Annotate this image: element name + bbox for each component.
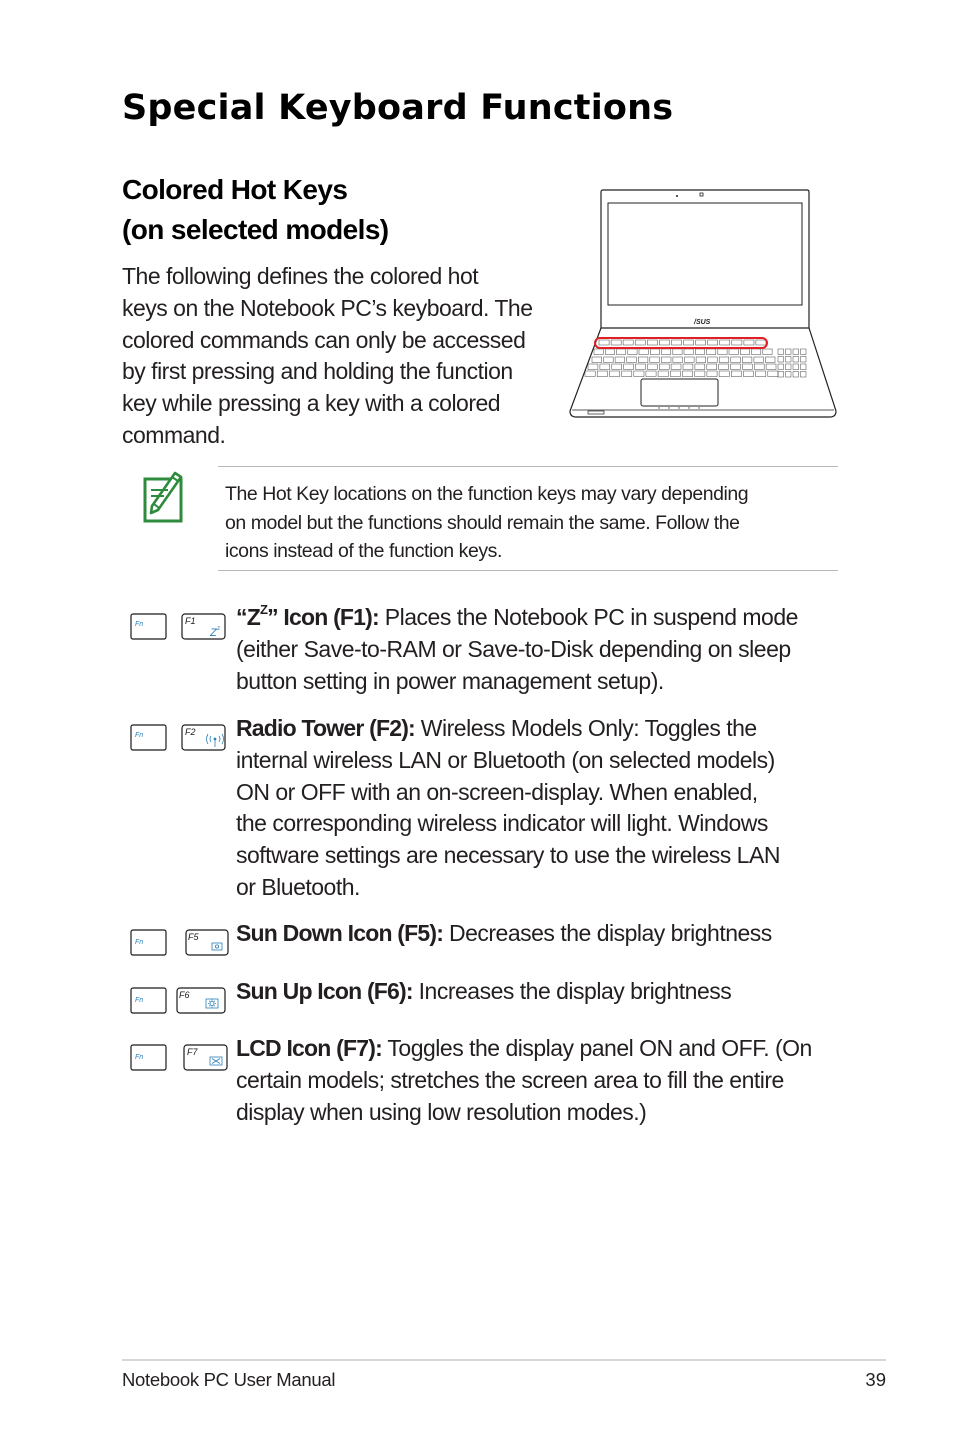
keyboard-key — [615, 357, 625, 363]
keyboard-key — [670, 371, 680, 377]
keyboard-key — [624, 364, 634, 370]
intro-line: command. — [122, 421, 226, 448]
hotkey-f2-line: or Bluetooth. — [236, 873, 360, 900]
keyboard-key — [650, 357, 660, 363]
laptop-logo: /SUS — [694, 319, 711, 326]
keyboard-key — [638, 357, 648, 363]
keyboard-key — [695, 364, 705, 370]
keyboard-key — [696, 357, 706, 363]
hotkey-f2-line: internal wireless LAN or Bluetooth (on selected models) — [236, 746, 775, 773]
hotkey-f7-text: Toggles the display panel ON and OFF. (On — [381, 1035, 812, 1061]
f1-key-label: F1 — [185, 616, 196, 626]
intro-line: The following defines the colored hot — [122, 263, 479, 289]
keypad-key — [793, 364, 799, 370]
f7-key-label: F7 — [187, 1047, 198, 1057]
keyboard-key — [766, 364, 776, 370]
fn-key-label: Fn — [135, 732, 144, 739]
keyboard-key — [639, 349, 648, 355]
keyboard-key — [622, 371, 632, 377]
hotkey-f7-description — [236, 1033, 836, 1128]
keyboard-key — [708, 340, 718, 345]
keyboard-key — [623, 340, 633, 345]
f5-key-label: F5 — [188, 932, 199, 942]
keyboard-key — [729, 349, 738, 355]
keypad-key — [786, 357, 792, 363]
hotkey-f1-title: “$Z^Z$” Icon (F1): — [236, 602, 379, 630]
hotkey-f7-line: certain models; stretches the screen area to fill the entire — [236, 1066, 784, 1093]
keypad-key — [778, 364, 784, 370]
keyboard-key — [707, 349, 716, 355]
keyboard-key — [659, 364, 669, 370]
keyboard-key — [600, 364, 610, 370]
keypad-key — [793, 349, 799, 355]
hotkey-f2-description — [236, 713, 836, 904]
fn-key-label: Fn — [135, 621, 144, 628]
keyboard-key — [661, 357, 671, 363]
hotkey-f2-line: software settings are necessary to use the wireless LAN — [236, 842, 780, 869]
keyboard-key — [756, 371, 766, 377]
keyboard-key — [673, 357, 683, 363]
section-title — [122, 170, 389, 250]
keyboard-key — [605, 349, 614, 355]
keyboard-key — [594, 349, 603, 355]
keyboard-key — [707, 364, 717, 370]
keyboard-key — [719, 364, 729, 370]
hotkey-f2-line: ON or OFF with an on-screen-display. When enabled, — [236, 778, 758, 805]
intro-line: by first pressing and holding the function — [122, 358, 513, 385]
sleep-zz-icon — [209, 626, 220, 639]
keyboard-key — [765, 357, 775, 363]
lcd-icon — [210, 1057, 222, 1065]
keyboard-key — [754, 357, 764, 363]
intro-paragraph — [122, 261, 562, 452]
f2-key-label: F2 — [185, 727, 196, 737]
page-title: Special Keyboard Functions — [122, 88, 674, 128]
svg-text:Z: Z — [210, 627, 217, 639]
keyboard-key — [720, 340, 730, 345]
keypad-key — [793, 372, 799, 378]
keyboard-key — [612, 364, 622, 370]
keyboard-key — [718, 349, 727, 355]
keyboard-key — [634, 371, 644, 377]
keyboard-key — [742, 364, 752, 370]
keyboard-key — [708, 357, 718, 363]
note-divider-bottom — [218, 570, 838, 571]
keyboard-key — [685, 357, 695, 363]
laptop-illustration — [566, 186, 840, 422]
keyboard-key — [671, 340, 681, 345]
keyboard-key — [732, 340, 742, 345]
keypad-key — [786, 364, 792, 370]
keypad-key — [786, 372, 792, 378]
keypad-key — [801, 372, 807, 378]
keyboard-key — [684, 349, 693, 355]
hotkey-f1-description — [236, 602, 836, 697]
section-title-line1: Colored Hot Keys — [122, 174, 348, 205]
keyboard-key — [719, 371, 729, 377]
hotkey-f5-text: Decreases the display brightness — [443, 920, 772, 946]
note-pencil-icon — [142, 466, 188, 526]
hotkey-f2-title: Radio Tower (F2): — [236, 715, 415, 741]
keypad-key — [778, 357, 784, 363]
keyboard-key — [683, 371, 693, 377]
keyboard-key — [659, 340, 669, 345]
hotkey-f2-line: the corresponding wireless indicator will light. Windows — [236, 810, 768, 837]
sun-up-icon — [206, 999, 218, 1008]
keyboard-key — [636, 364, 646, 370]
hotkey-f6-description — [236, 976, 836, 1008]
page-number: 39 — [865, 1369, 886, 1390]
keypad-key — [778, 372, 784, 378]
keyboard-key — [768, 371, 778, 377]
keyboard-key — [673, 349, 682, 355]
fn-f5-keys — [130, 922, 230, 958]
keyboard-key — [635, 340, 645, 345]
keyboard-key — [628, 349, 637, 355]
radio-tower-icon — [207, 734, 224, 747]
note-line: icons instead of the function keys. — [225, 540, 502, 563]
keyboard-key — [695, 371, 705, 377]
hotkey-f1-text: Places the Notebook PC in suspend mode — [378, 604, 798, 630]
keyboard-key — [650, 349, 659, 355]
keyboard-key — [731, 371, 741, 377]
keyboard-key — [611, 340, 621, 345]
note-text — [225, 480, 837, 566]
hotkey-f1-line: (either Save-to-RAM or Save-to-Disk depending on sleep — [236, 635, 791, 662]
note-line: on model but the functions should remain the same. Follow the — [225, 511, 740, 534]
keyboard-key — [740, 349, 749, 355]
keyboard-key — [684, 340, 694, 345]
svg-text:z: z — [217, 626, 220, 632]
keyboard-key — [744, 340, 754, 345]
keyboard-key — [695, 349, 704, 355]
hotkey-f6-text: Increases the display brightness — [412, 978, 732, 1004]
keyboard-key — [588, 364, 598, 370]
keypad-key — [801, 357, 807, 363]
keyboard-key — [763, 349, 772, 355]
keyboard-key — [696, 340, 706, 345]
fn-f2-keys — [130, 717, 230, 753]
keyboard-key — [756, 340, 766, 345]
keyboard-key — [617, 349, 626, 355]
keyboard-key — [585, 371, 595, 377]
hotkey-f7-title: LCD Icon (F7): — [236, 1035, 382, 1061]
keypad-key — [801, 349, 807, 355]
keyboard-key — [742, 357, 752, 363]
keyboard-key — [743, 371, 753, 377]
keyboard-key — [609, 371, 619, 377]
fn-key-label: Fn — [135, 939, 144, 946]
keypad-key — [786, 349, 792, 355]
note-divider-top — [218, 466, 838, 467]
fn-key-label: Fn — [135, 997, 144, 1004]
keyboard-key — [707, 371, 717, 377]
fn-key-label: Fn — [135, 1054, 144, 1061]
hotkey-f1-line: button setting in power management setup). — [236, 667, 664, 694]
keyboard-key — [658, 371, 668, 377]
section-title-line2: (on selected models) — [122, 214, 389, 245]
hotkey-f7-line: display when using low resolution modes.) — [236, 1098, 647, 1125]
keyboard-key — [597, 371, 607, 377]
note-line: The Hot Key locations on the function keys may vary depending — [225, 483, 749, 505]
keyboard-key — [604, 357, 614, 363]
sun-down-icon — [212, 943, 222, 950]
hotkey-f5-description — [236, 918, 836, 950]
keyboard-key — [592, 357, 602, 363]
fn-f6-keys — [130, 980, 230, 1016]
keyboard-key — [719, 357, 729, 363]
intro-line: colored commands can only be accessed — [122, 326, 526, 353]
keyboard-key — [754, 364, 764, 370]
keyboard-key — [627, 357, 637, 363]
footer-manual-title: Notebook PC User Manual — [122, 1369, 336, 1390]
keyboard-key — [599, 340, 609, 345]
keyboard-key — [662, 349, 671, 355]
fn-f1-keys — [130, 606, 230, 642]
hotkey-f2-text: Wireless Models Only: Toggles the — [414, 715, 757, 741]
keyboard-key — [731, 357, 741, 363]
keypad-key — [778, 349, 784, 355]
intro-line: keys on the Notebook PC’s keyboard. The — [122, 294, 533, 321]
keyboard-key — [731, 364, 741, 370]
keyboard-key — [752, 349, 761, 355]
keyboard-key — [646, 371, 656, 377]
keyboard-key — [647, 340, 657, 345]
keyboard-key — [671, 364, 681, 370]
fn-f7-keys — [130, 1037, 230, 1073]
keypad-key — [793, 357, 799, 363]
f6-key-label: F6 — [179, 990, 190, 1000]
keyboard-key — [647, 364, 657, 370]
footer-divider — [122, 1359, 886, 1361]
hotkey-f6-title: Sun Up Icon (F6): — [236, 978, 413, 1004]
keypad-key — [801, 364, 807, 370]
keyboard-key — [683, 364, 693, 370]
hotkey-f5-title: Sun Down Icon (F5): — [236, 920, 444, 946]
intro-line: key while pressing a key with a colored — [122, 390, 501, 417]
